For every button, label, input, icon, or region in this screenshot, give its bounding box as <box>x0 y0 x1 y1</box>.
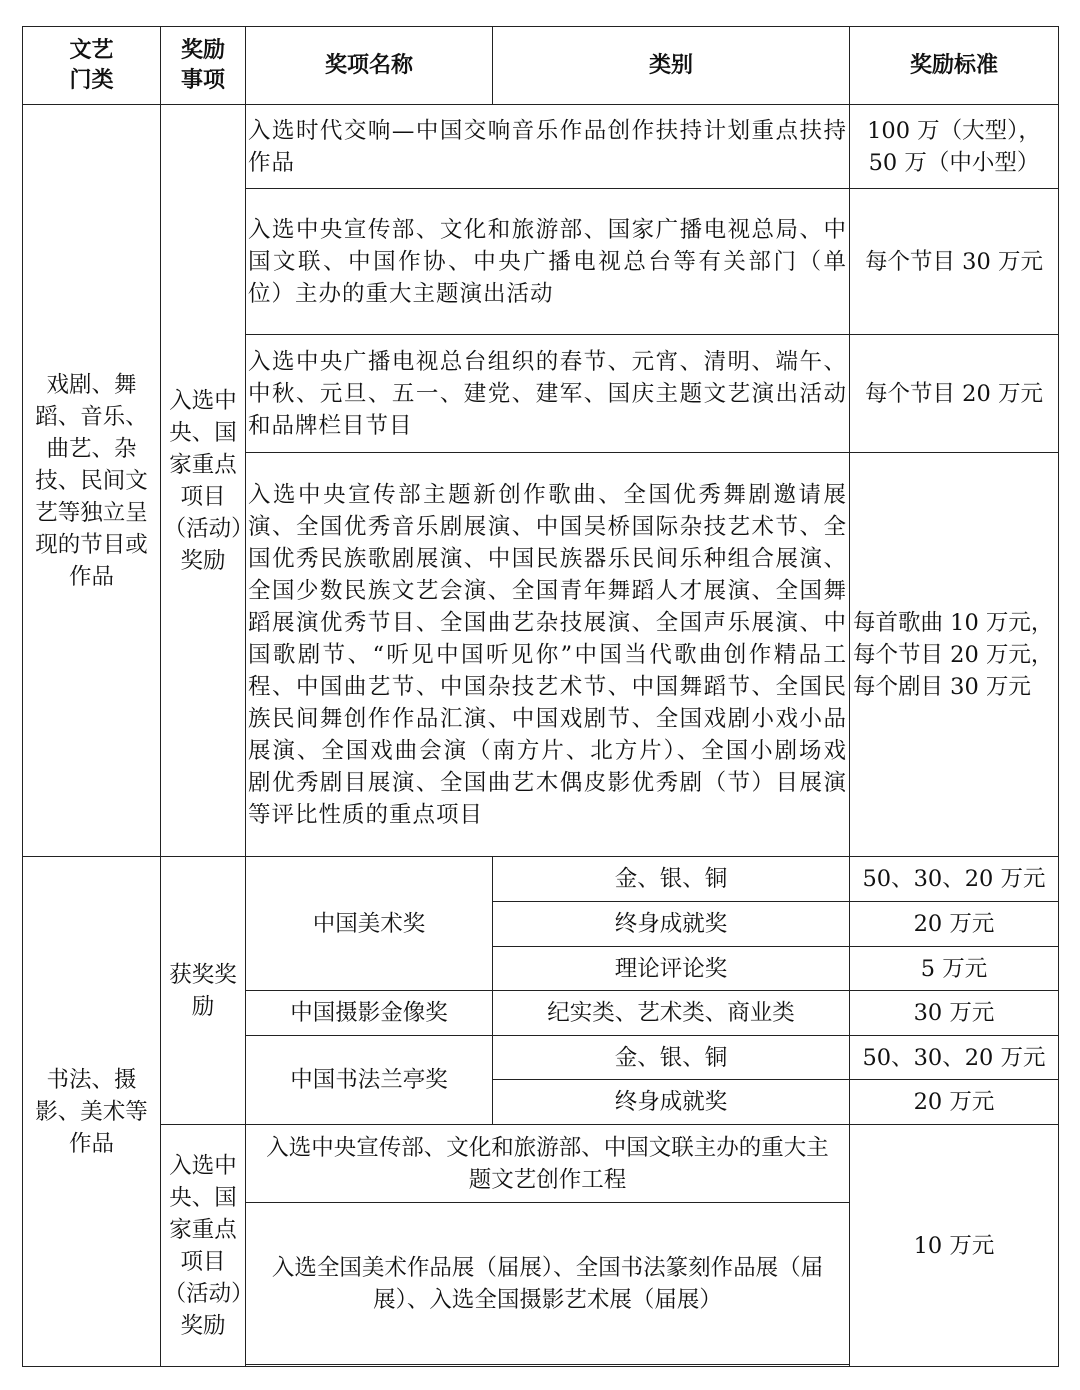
spacer-cell <box>246 1365 850 1367</box>
award-standards-table <box>22 26 1059 1367</box>
section2-category-cell: 书法、摄影、美术等作品 <box>23 857 161 1367</box>
header-row <box>23 27 1059 105</box>
award-standard-cell <box>850 453 1059 857</box>
standard-line: 每个节目 20 万元， <box>853 641 1054 668</box>
award-type-cell: 金、银、铜 <box>493 1036 850 1080</box>
award-standard-cell: 5 万元 <box>850 947 1059 991</box>
award-standard-cell <box>850 105 1059 189</box>
header-award-name: 奖项名称 <box>246 27 493 105</box>
project-name-cell: 入选全国美术作品展（届展）、全国书法篆刻作品展（届展）、入选全国摄影艺术展（届展） <box>246 1203 850 1365</box>
section1-category-cell: 戏剧、舞蹈、音乐、曲艺、杂技、民间文艺等独立呈现的节目或作品 <box>23 105 161 857</box>
sheying-award-name-cell: 中国摄影金像奖 <box>246 991 493 1036</box>
header-category: 文艺 门类 <box>23 27 161 105</box>
section1-item-cell: 入选中央、国家重点项目（活动）奖励 <box>161 105 246 857</box>
award-name-cell: 入选时代交响—中国交响音乐作品创作扶持计划重点扶持作品 <box>246 105 850 189</box>
section2-project-item-cell: 入选中央、国家重点项目（活动）奖励 <box>161 1125 246 1367</box>
award-type-cell: 纪实类、艺术类、商业类 <box>493 991 850 1036</box>
project-name-cell: 入选中央宣传部、文化和旅游部、中国文联主办的重大主题文艺创作工程 <box>246 1125 850 1203</box>
award-type-cell: 理论评论奖 <box>493 947 850 991</box>
award-standard-cell: 每个节目 30 万元 <box>850 189 1059 335</box>
header-type: 类别 <box>493 27 850 105</box>
table-row <box>23 105 1059 189</box>
standard-line: 每个剧目 30 万元 <box>853 673 1031 700</box>
award-standard-cell: 50、30、20 万元 <box>850 1036 1059 1080</box>
table-row <box>23 857 1059 902</box>
standard-line: 每首歌曲 10 万元， <box>853 609 1054 636</box>
award-name-cell: 入选中央宣传部、文化和旅游部、国家广播电视总局、中国文联、中国作协、中央广播电视总台等有关部门（单位）主办的重大主题演出活动 <box>246 189 850 335</box>
award-type-cell: 金、银、铜 <box>493 857 850 902</box>
award-standard-cell: 20 万元 <box>850 1080 1059 1125</box>
header-standard: 奖励标准 <box>850 27 1059 105</box>
shufa-award-name-cell: 中国书法兰亭奖 <box>246 1036 493 1125</box>
meishu-award-name-cell: 中国美术奖 <box>246 857 493 991</box>
award-standard-cell: 50、30、20 万元 <box>850 857 1059 902</box>
standard-line: 100 万（大型）， <box>867 117 1041 144</box>
award-type-cell: 终身成就奖 <box>493 1080 850 1125</box>
award-standard-cell: 20 万元 <box>850 902 1059 947</box>
header-item: 奖励 事项 <box>161 27 246 105</box>
project-standard-cell: 10 万元 <box>850 1125 1059 1367</box>
section2-award-item-cell: 获奖奖励 <box>161 857 246 1125</box>
award-name-cell: 入选中央宣传部主题新创作歌曲、全国优秀舞剧邀请展演、全国优秀音乐剧展演、中国吴桥国际杂技艺术节、全国优秀民族歌剧展演、中国民族器乐民间乐种组合展演、全国少数民族文艺会演、全国青年舞蹈人才展演、全国舞蹈展演优秀节目、全国曲艺杂技展演、全国声乐展演、中国歌剧节、“听见中国听见你”中国当代歌曲创作精品工程、中国曲艺节、中国杂技艺术节、中国舞蹈节、全国民族民间舞创作作品汇演、中国戏剧节、全国戏剧小戏小品展演、全国戏曲会演（南方片、北方片）、全国小剧场戏剧优秀剧目展演、全国曲艺木偶皮影优秀剧（节）目展演等评比性质的重点项目 <box>246 453 850 857</box>
award-name-cell: 入选中央广播电视总台组织的春节、元宵、清明、端午、中秋、元旦、五一、建党、建军、国庆主题文艺演出活动和品牌栏目节目 <box>246 335 850 453</box>
award-type-cell: 终身成就奖 <box>493 902 850 947</box>
table-row <box>23 1125 1059 1203</box>
award-standard-cell: 每个节目 20 万元 <box>850 335 1059 453</box>
award-standards-page <box>22 26 1059 1367</box>
award-standard-cell: 30 万元 <box>850 991 1059 1036</box>
standard-line: 50 万（中小型） <box>868 149 1040 176</box>
